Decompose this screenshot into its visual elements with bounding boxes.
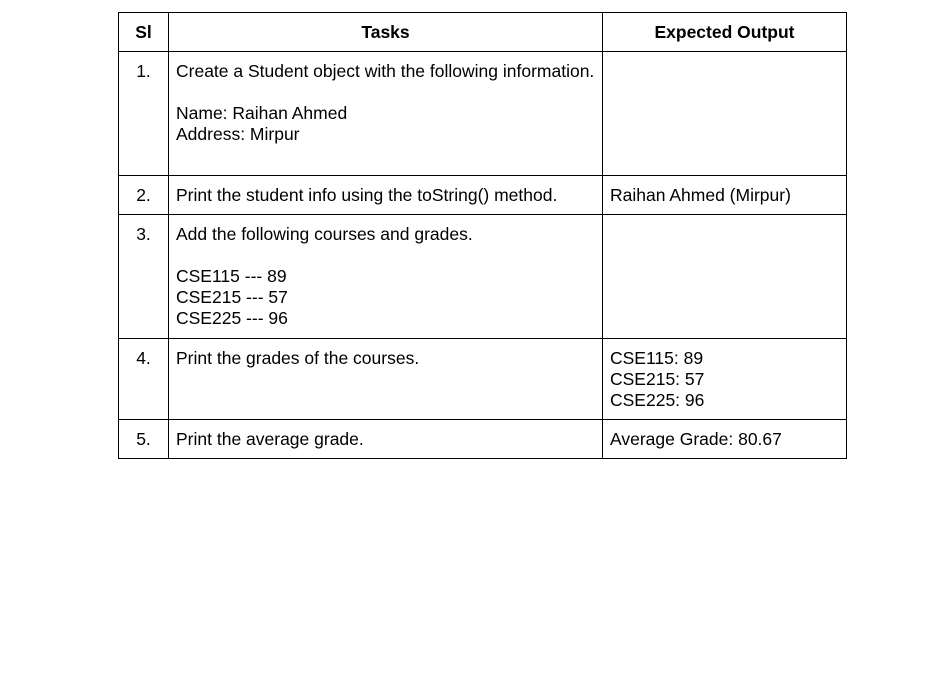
- expected-output-text: CSE115: 89: [610, 348, 704, 368]
- task-detail: CSE115 --- 89: [176, 266, 287, 286]
- table-row: [119, 52, 847, 176]
- task-cell: [169, 215, 603, 339]
- row-number: 3.: [119, 215, 169, 339]
- task-text: Print the grades of the courses.: [176, 348, 420, 368]
- task-cell: [169, 420, 603, 459]
- task-text: Print the student info using the toString() method.: [176, 185, 558, 205]
- task-cell: [169, 339, 603, 420]
- expected-output-cell: [603, 339, 847, 420]
- task-detail: CSE215 --- 57: [176, 287, 288, 307]
- table-header-row: [119, 13, 847, 52]
- row-number: 5.: [119, 420, 169, 459]
- task-text: Add the following courses and grades.: [176, 224, 473, 244]
- header-tasks: Tasks: [169, 13, 603, 52]
- task-table: [118, 12, 847, 459]
- expected-output-text: CSE225: 96: [610, 390, 705, 410]
- table-row: [119, 339, 847, 420]
- expected-output-cell: [603, 176, 847, 215]
- task-detail: Address: Mirpur: [176, 124, 300, 144]
- header-expected-output: Expected Output: [603, 13, 847, 52]
- header-sl: Sl: [119, 13, 169, 52]
- expected-output-cell: [603, 215, 847, 339]
- row-number: 4.: [119, 339, 169, 420]
- expected-output-cell: [603, 52, 847, 176]
- task-cell: [169, 176, 603, 215]
- row-number: 1.: [119, 52, 169, 176]
- table-row: [119, 420, 847, 459]
- task-cell: [169, 52, 603, 176]
- expected-output-cell: [603, 420, 847, 459]
- row-number: 2.: [119, 176, 169, 215]
- table-row: [119, 176, 847, 215]
- task-text: Print the average grade.: [176, 429, 364, 449]
- task-detail: CSE225 --- 96: [176, 308, 288, 328]
- table-row: [119, 215, 847, 339]
- task-detail: Name: Raihan Ahmed: [176, 103, 348, 123]
- expected-output-text: Raihan Ahmed (Mirpur): [610, 185, 791, 205]
- expected-output-text: CSE215: 57: [610, 369, 705, 389]
- task-text: Create a Student object with the following information.: [176, 61, 595, 81]
- expected-output-text: Average Grade: 80.67: [610, 429, 782, 449]
